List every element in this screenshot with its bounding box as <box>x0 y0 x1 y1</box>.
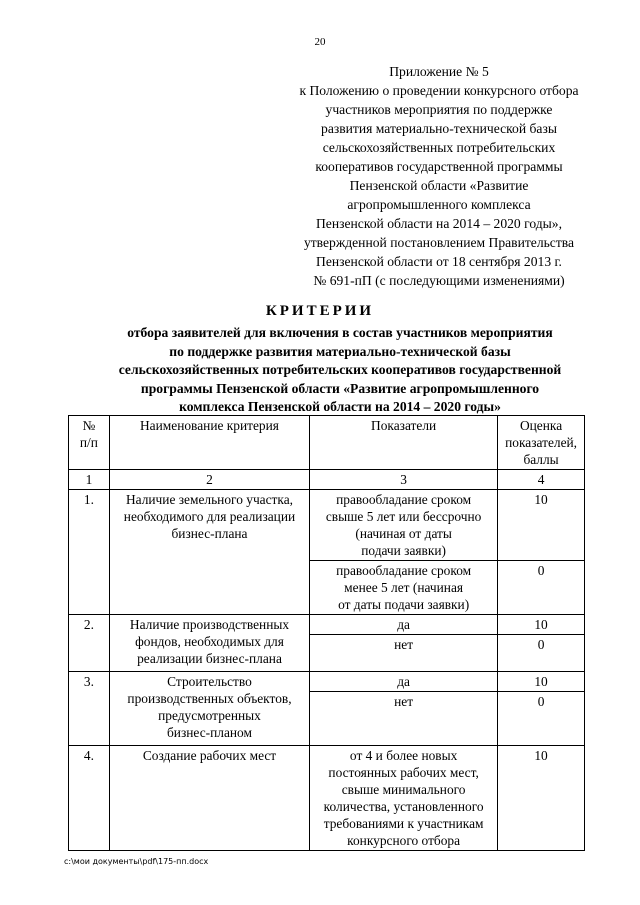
header-num: № п/п <box>69 416 110 470</box>
subtitle-line: комплекса Пензенской области на 2014 – 2020 годы» <box>179 399 501 414</box>
appendix-line: кооперативов государственной программы <box>315 159 563 174</box>
subtitle-line: сельскохозяйственных потребительских кооперативов государственной <box>118 362 562 377</box>
score: 10 <box>498 490 585 561</box>
score: 10 <box>498 746 585 851</box>
appendix-line: развития материально-технической базы <box>321 121 557 136</box>
table-row <box>69 746 585 851</box>
column-number: 1 <box>69 470 110 490</box>
page-number: 20 <box>314 36 326 48</box>
indicator: да <box>310 672 498 692</box>
column-number: 2 <box>109 470 309 490</box>
column-numbers-row <box>69 470 585 490</box>
criteria-table <box>68 415 585 851</box>
score: 0 <box>498 561 585 615</box>
row-number: 1. <box>69 490 110 615</box>
column-number: 4 <box>498 470 585 490</box>
table-row <box>69 672 585 692</box>
criterion-name: Наличие производственных фондов, необходимых для реализации бизнес-плана <box>109 615 309 672</box>
document-title: КРИТЕРИИ <box>265 303 375 319</box>
appendix-line: Приложение № 5 <box>389 64 489 79</box>
indicator: да <box>310 615 498 635</box>
indicator: правообладание сроком менее 5 лет (начиная от даты подачи заявки) <box>310 561 498 615</box>
score: 10 <box>498 615 585 635</box>
appendix-header <box>286 62 592 290</box>
score: 0 <box>498 692 585 746</box>
file-path-footer: c:\мои документы\pdf\175-пп.docx <box>64 857 209 866</box>
appendix-line: № 691-пП (с последующими изменениями) <box>313 273 565 288</box>
appendix-line: Пензенской области на 2014 – 2020 годы», <box>315 216 563 231</box>
indicator: нет <box>310 692 498 746</box>
score: 10 <box>498 672 585 692</box>
row-number: 4. <box>69 746 110 851</box>
row-number: 3. <box>69 672 110 746</box>
indicator: правообладание сроком свыше 5 лет или бессрочно (начиная от даты подачи заявки) <box>310 490 498 561</box>
appendix-line: к Положению о проведении конкурсного отбора <box>299 83 579 98</box>
criterion-name: Строительство производственных объектов, предусмотренных бизнес-планом <box>109 672 309 746</box>
header-name: Наименование критерия <box>109 416 309 470</box>
indicator: нет <box>310 635 498 672</box>
document-subtitle <box>60 324 620 417</box>
criterion-name: Наличие земельного участка, необходимого для реализации бизнес-плана <box>109 490 309 615</box>
table-row <box>69 615 585 635</box>
appendix-line: участников мероприятия по поддержке <box>325 102 553 117</box>
row-number: 2. <box>69 615 110 672</box>
subtitle-line: по поддержке развития материально-технической базы <box>169 343 511 359</box>
subtitle-line: программы Пензенской области «Развитие агропромышленного <box>140 380 540 396</box>
appendix-line: агропромышленного комплекса <box>347 197 531 212</box>
column-number: 3 <box>310 470 498 490</box>
appendix-line: Пензенской области «Развитие <box>349 178 529 193</box>
header-score: Оценка показателей, баллы <box>498 416 585 470</box>
appendix-line: Пензенской области от 18 сентября 2013 г. <box>316 254 562 269</box>
appendix-line: утвержденной постановлением Правительства <box>303 235 575 250</box>
table-header-row <box>69 416 585 470</box>
indicator: от 4 и более новых постоянных рабочих мест, свыше минимального количества, установленного требованиями к участникам конкурсного отбора <box>310 746 498 851</box>
subtitle-line: отбора заявителей для включения в состав участников мероприятия <box>127 325 553 340</box>
header-indicators: Показатели <box>310 416 498 470</box>
table-row <box>69 490 585 561</box>
criterion-name: Создание рабочих мест <box>109 746 309 851</box>
appendix-line: сельскохозяйственных потребительских <box>322 140 556 155</box>
score: 0 <box>498 635 585 672</box>
